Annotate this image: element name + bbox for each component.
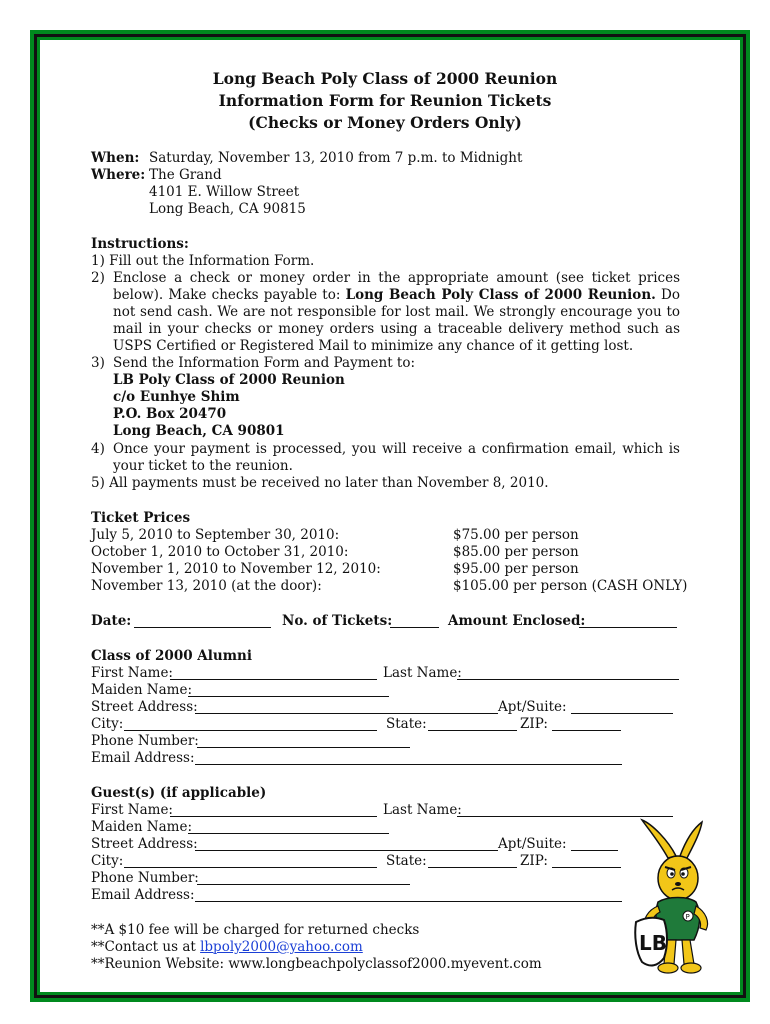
guest-state-label: State: <box>386 853 427 869</box>
instruction-2-text: below). Make checks payable to: <box>113 287 346 303</box>
alumni-zip-field[interactable] <box>552 717 621 731</box>
instruction-2-line3: not send cash. We are not responsible for lost mail. We strongly encourage you to <box>113 304 680 320</box>
guest-phone-label: Phone Number: <box>91 870 199 886</box>
instruction-3-line1: Send the Information Form and Payment to: <box>113 355 416 371</box>
instruction-4-line1: Once your payment is processed, you will receive a confirmation email, which is <box>113 441 680 457</box>
form-title-line2: Information Form for Reunion Tickets <box>218 91 552 110</box>
alumni-state-label: State: <box>386 716 427 732</box>
rabbit-mascot-icon <box>628 818 724 976</box>
alumni-apt-field[interactable] <box>571 700 673 714</box>
website-note: **Reunion Website: www.longbeachpolyclassof2000.myevent.com <box>91 956 542 972</box>
alumni-email-field[interactable] <box>195 751 622 765</box>
guest-first-name-label: First Name: <box>91 802 173 818</box>
instruction-2-line1: Enclose a check or money order in the appropriate amount (see ticket prices <box>113 270 680 286</box>
alumni-city-field[interactable] <box>124 717 377 731</box>
ticket-period-3: November 1, 2010 to November 12, 2010: <box>91 561 381 577</box>
alumni-zip-label: ZIP: <box>520 716 548 732</box>
alumni-state-field[interactable] <box>428 717 517 731</box>
alumni-first-name-label: First Name: <box>91 665 173 681</box>
ticket-price-3: $95.00 per person <box>453 561 579 577</box>
mailing-address-line3: P.O. Box 20470 <box>113 406 227 422</box>
ticket-price-4: $105.00 per person (CASH ONLY) <box>453 578 688 594</box>
ticket-prices-heading: Ticket Prices <box>91 510 191 526</box>
alumni-heading: Class of 2000 Alumni <box>91 648 252 664</box>
instruction-4-number: 4) <box>91 441 105 457</box>
instruction-4-line2: your ticket to the reunion. <box>113 458 293 474</box>
ticket-period-2: October 1, 2010 to October 31, 2010: <box>91 544 349 560</box>
guest-apt-field[interactable] <box>571 837 618 851</box>
ticket-count-field[interactable] <box>390 614 439 628</box>
alumni-maiden-name-field[interactable] <box>188 683 389 697</box>
instruction-3-number: 3) <box>91 355 105 371</box>
guest-maiden-name-label: Maiden Name: <box>91 819 193 835</box>
contact-note <box>91 939 363 956</box>
mascot-logo-text: LB <box>639 931 667 955</box>
guest-zip-label: ZIP: <box>520 853 548 869</box>
guest-street-field[interactable] <box>195 837 498 851</box>
guest-street-label: Street Address: <box>91 836 198 852</box>
guest-phone-field[interactable] <box>197 871 410 885</box>
ticket-price-2: $85.00 per person <box>453 544 579 560</box>
alumni-phone-label: Phone Number: <box>91 733 199 749</box>
instruction-2-number: 2) <box>91 270 105 286</box>
instruction-2-text-end: Do <box>655 287 680 303</box>
contact-text: **Contact us at <box>91 939 201 955</box>
guest-last-name-label: Last Name: <box>383 802 462 818</box>
contact-email-link[interactable]: lbpoly2000@yahoo.com <box>200 939 363 955</box>
ticket-count-label: No. of Tickets: <box>282 613 393 629</box>
guest-apt-label: Apt/Suite: <box>498 836 567 852</box>
guest-email-label: Email Address: <box>91 887 195 903</box>
alumni-last-name-label: Last Name: <box>383 665 462 681</box>
alumni-city-label: City: <box>91 716 124 732</box>
guest-first-name-field[interactable] <box>170 803 377 817</box>
alumni-first-name-field[interactable] <box>170 666 377 680</box>
alumni-last-name-field[interactable] <box>457 666 679 680</box>
when-label: When: <box>91 150 140 166</box>
mailing-address-line4: Long Beach, CA 90801 <box>113 423 285 439</box>
payee-name: Long Beach Poly Class of 2000 Reunion. <box>345 287 656 303</box>
order-date-label: Date: <box>91 613 132 629</box>
guest-last-name-field[interactable] <box>457 803 673 817</box>
order-date-field[interactable] <box>134 614 271 628</box>
amount-enclosed-label: Amount Enclosed: <box>448 613 586 629</box>
guest-zip-field[interactable] <box>552 854 621 868</box>
venue-street: 4101 E. Willow Street <box>149 184 300 200</box>
ticket-price-1: $75.00 per person <box>453 527 579 543</box>
guest-email-field[interactable] <box>195 888 622 902</box>
instruction-2-line2 <box>113 287 680 304</box>
mailing-address-line1: LB Poly Class of 2000 Reunion <box>113 372 345 388</box>
alumni-apt-label: Apt/Suite: <box>498 699 567 715</box>
alumni-phone-field[interactable] <box>197 734 410 748</box>
venue-name: The Grand <box>149 167 222 183</box>
guest-city-field[interactable] <box>124 854 377 868</box>
guest-state-field[interactable] <box>428 854 517 868</box>
guests-heading: Guest(s) (if applicable) <box>91 785 267 801</box>
guest-maiden-name-field[interactable] <box>188 820 389 834</box>
where-label: Where: <box>91 167 146 183</box>
ticket-period-1: July 5, 2010 to September 30, 2010: <box>91 527 340 543</box>
alumni-street-label: Street Address: <box>91 699 198 715</box>
returned-check-fee-note: **A $10 fee will be charged for returned checks <box>91 922 420 938</box>
alumni-maiden-name-label: Maiden Name: <box>91 682 193 698</box>
when-value: Saturday, November 13, 2010 from 7 p.m. to Midnight <box>149 150 523 166</box>
instruction-2-line4: mail in your checks or money orders using a traceable delivery method such as <box>113 321 680 337</box>
svg-text:P: P <box>685 913 690 921</box>
alumni-street-field[interactable] <box>195 700 498 714</box>
guest-city-label: City: <box>91 853 124 869</box>
instruction-5: 5) All payments must be received no later than November 8, 2010. <box>91 475 549 491</box>
instruction-2-line5: USPS Certified or Registered Mail to minimize any chance of it getting lost. <box>113 338 634 354</box>
ticket-period-4: November 13, 2010 (at the door): <box>91 578 322 594</box>
form-title-line3: (Checks or Money Orders Only) <box>248 113 522 132</box>
instruction-1: 1) Fill out the Information Form. <box>91 253 315 269</box>
mailing-address-line2: c/o Eunhye Shim <box>113 389 240 405</box>
alumni-email-label: Email Address: <box>91 750 195 766</box>
amount-enclosed-field[interactable] <box>579 614 677 628</box>
form-title-line1: Long Beach Poly Class of 2000 Reunion <box>212 69 558 88</box>
venue-city: Long Beach, CA 90815 <box>149 201 306 217</box>
instructions-heading: Instructions: <box>91 236 189 252</box>
